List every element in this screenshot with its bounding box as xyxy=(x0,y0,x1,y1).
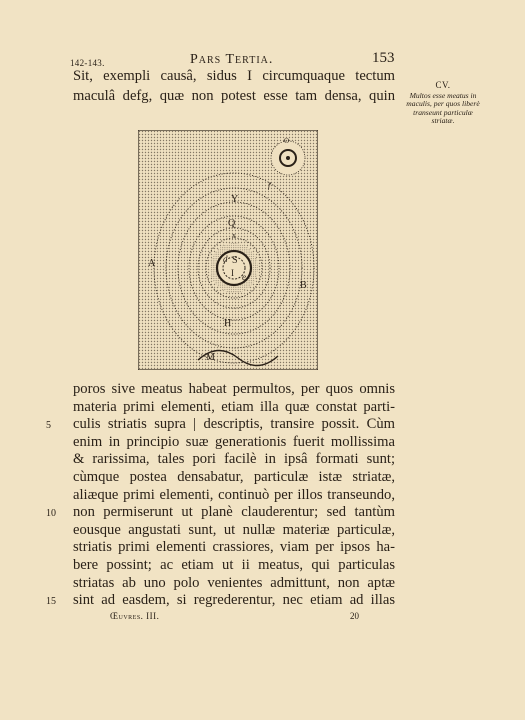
text-line: poros sive meatus habeat permultos, per quos omnis xyxy=(73,381,395,397)
footer-signature: 20 xyxy=(350,611,359,621)
margin-note-text: Multos esse meatus in maculis, per quos liberè transeunt particulæ striatæ. xyxy=(406,90,480,126)
text-line: cùmque postea densabatur, particulæ istæ striatæ, xyxy=(73,469,395,485)
margin-note xyxy=(402,81,484,126)
label-b: B xyxy=(300,280,307,291)
label-x: x xyxy=(232,231,236,240)
line-number: 5 xyxy=(46,420,51,432)
line-number: 15 xyxy=(46,596,56,608)
text-line: striatis primi elementi crassiores, viam per ipsos ha- xyxy=(73,539,395,556)
label-d: d xyxy=(223,254,228,264)
label-a: A xyxy=(148,258,156,269)
label-i: I xyxy=(231,268,234,278)
engraving-figure xyxy=(138,130,318,370)
text-line: culis striatis supra | descriptis, transire possit. Cùm xyxy=(73,416,395,433)
label-o: O xyxy=(284,137,290,145)
label-q: Q xyxy=(228,218,236,229)
text-line: Sit, exempli causâ, sidus I circumquaque tectum xyxy=(73,68,395,84)
text-line: aliæque primi elementi, continuò per illos transeundo, xyxy=(73,486,395,503)
label-f: f xyxy=(268,181,271,190)
page-number: 153 xyxy=(372,50,395,66)
text-line: enim in principio suæ generationis fuerit mollissima xyxy=(73,433,395,450)
page-range: 142-143. xyxy=(70,58,105,68)
label-h: H xyxy=(224,318,232,329)
text-line: sint ad easdem, si regrederentur, nec etiam ad illas xyxy=(73,592,395,609)
text-line: eousque angustati sunt, ut nullæ materiæ particulæ, xyxy=(73,521,395,538)
label-s: S xyxy=(232,255,238,266)
line-number: 10 xyxy=(46,508,56,520)
text-line: & rarissima, tales pori facilè in ipsâ formati sunt; xyxy=(73,451,395,468)
label-e: e xyxy=(242,272,246,282)
label-m: M xyxy=(206,352,215,363)
text-line: materia primi elementi, etiam illa quæ constat parti- xyxy=(73,398,395,415)
text-line: bere possint; ac etiam ut ii meatus, qui particulas xyxy=(73,557,395,573)
margin-note-number: CV. xyxy=(435,80,451,90)
text-line: striatas ab uno polo venientes admittunt, non aptæ xyxy=(73,574,395,591)
text-line: maculâ defg, quæ non potest esse tam densa, quin xyxy=(73,88,395,104)
running-title: Pars Tertia. xyxy=(190,52,274,67)
label-y: Y xyxy=(231,194,239,205)
text-line: non permiserunt ut planè clauderentur; sed tantùm xyxy=(73,504,395,521)
footer-volume: Œuvres. III. xyxy=(110,611,160,621)
